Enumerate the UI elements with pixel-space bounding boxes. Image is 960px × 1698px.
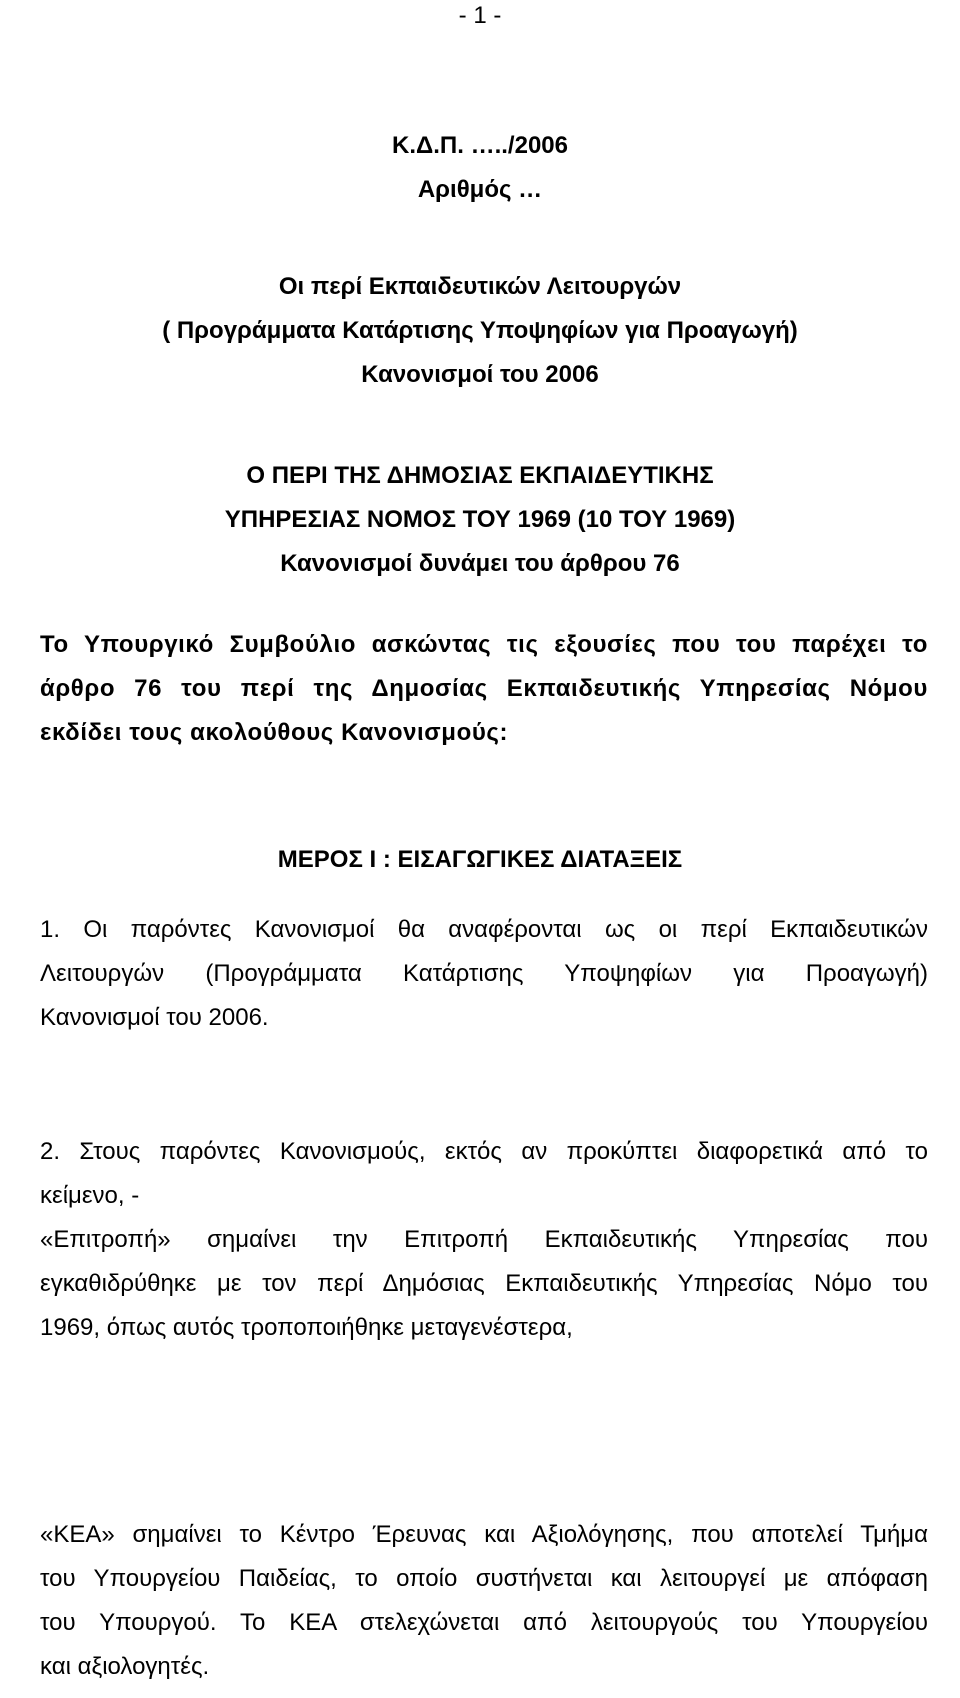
paragraph-2-line-4: εγκαθιδρύθηκε με τον περί Δημόσιας Εκπαιδευτικής Υπηρεσίας Νόμο του [40, 1270, 928, 1297]
paragraph-1-line-1: 1. Οι παρόντες Κανονισμοί θα αναφέρονται ως οι περί Εκπαιδευτικών [40, 916, 928, 943]
header-block [0, 124, 960, 212]
kdp-number: Κ.Δ.Π. …../2006 [392, 132, 568, 159]
paragraph-3 [40, 1513, 928, 1689]
law-line-1: Ο ΠΕΡΙ ΤΗΣ ΔΗΜΟΣΙΑΣ ΕΚΠΑΙΔΕΥΤΙΚΗΣ [246, 462, 714, 489]
paragraph-3-line-4: και αξιολογητές. [40, 1653, 210, 1680]
paragraph-3-line-1: «ΚΕΑ» σημαίνει το Κέντρο Έρευνας και Αξιολόγησης, που αποτελεί Τμήμα [40, 1521, 928, 1548]
paragraph-1 [40, 908, 928, 1040]
title-line-3: Κανονισμοί του 2006 [361, 361, 599, 388]
paragraph-2-line-1: 2. Στους παρόντες Κανονισμούς, εκτός αν προκύπτει διαφορετικά από το [40, 1138, 928, 1165]
paragraph-3-line-3: του Υπουργού. Το ΚΕΑ στελεχώνεται από λειτουργούς του Υπουργείου [40, 1609, 928, 1636]
title-line-2: ( Προγράμματα Κατάρτισης Υποψηφίων για Προαγωγή) [162, 317, 798, 344]
regulation-title [0, 265, 960, 397]
law-reference [0, 454, 960, 586]
intro-line-3: εκδίδει τους ακολούθους Κανονισμούς: [40, 719, 509, 746]
intro-paragraph [40, 623, 928, 755]
paragraph-2 [40, 1130, 928, 1350]
paragraph-1-line-2: Λειτουργών (Προγράμματα Κατάρτισης Υποψηφίων για Προαγωγή) [40, 960, 928, 987]
title-line-1: Οι περί Εκπαιδευτικών Λειτουργών [278, 273, 682, 300]
regulation-number: Αριθμός … [417, 176, 543, 203]
paragraph-2-line-5: 1969, όπως αυτός τροποποιήθηκε μεταγενέστερα, [40, 1314, 573, 1341]
page-number: - 1 - [458, 2, 502, 29]
paragraph-3-line-2: του Υπουργείου Παιδείας, το οποίο συστήνεται και λειτουργεί με απόφαση [40, 1565, 928, 1592]
law-line-3: Κανονισμοί δυνάμει του άρθρου 76 [280, 550, 680, 577]
section-heading: ΜΕΡΟΣ Ι : ΕΙΣΑΓΩΓΙΚΕΣ ΔΙΑΤΑΞΕΙΣ [277, 846, 683, 873]
paragraph-1-line-3: Κανονισμοί του 2006. [40, 1004, 269, 1031]
intro-line-1: Το Υπουργικό Συμβούλιο ασκώντας τις εξουσίες που του παρέχει το [40, 631, 928, 658]
intro-line-2: άρθρο 76 του περί της Δημοσίας Εκπαιδευτικής Υπηρεσίας Νόμου [40, 675, 928, 702]
paragraph-2-line-2: κείμενο, - [40, 1182, 140, 1209]
law-line-2: ΥΠΗΡΕΣΙΑΣ ΝΟΜΟΣ ΤΟΥ 1969 (10 ΤΟΥ 1969) [224, 506, 736, 533]
paragraph-2-line-3: «Επιτροπή» σημαίνει την Επιτροπή Εκπαιδευτικής Υπηρεσίας που [40, 1226, 928, 1253]
